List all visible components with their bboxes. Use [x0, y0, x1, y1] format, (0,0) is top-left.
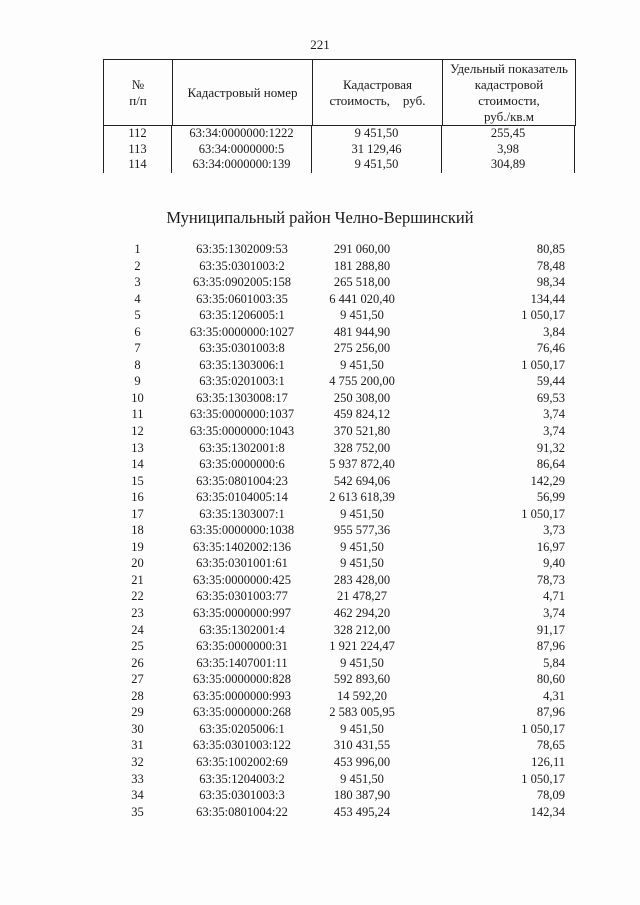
cadastral-value: 21 478,27	[337, 589, 387, 604]
row-number: 12	[131, 424, 144, 439]
cadastral-number: 63:35:0301003:122	[193, 738, 291, 753]
specific-indicator: 56,99	[536, 490, 565, 505]
row-number: 29	[131, 705, 144, 720]
cadastral-value: 9 451,50	[340, 556, 384, 571]
table-row	[103, 622, 575, 639]
cadastral-value: 9 451,50	[340, 539, 384, 554]
cadastral-value: 592 893,60	[333, 672, 391, 687]
row-number: 6	[134, 324, 141, 339]
cadastral-number: 63:35:0301003:77	[196, 589, 288, 604]
cadastral-number: 63:35:0601003:35	[196, 291, 288, 306]
specific-indicator: 78,09	[536, 788, 565, 803]
table-row	[103, 655, 575, 672]
specific-indicator: 87,96	[536, 639, 565, 654]
section-rows	[103, 241, 575, 820]
cadastral-number: 63:35:1303007:1	[199, 506, 285, 521]
specific-indicator: 142,34	[530, 804, 565, 819]
cadastral-value: 2 583 005,95	[329, 705, 395, 720]
cadastral-number: 63:35:0000000:1043	[189, 424, 295, 439]
row-number: 32	[131, 754, 144, 769]
cadastral-number: 63:35:0104005:14	[196, 490, 288, 505]
specific-indicator: 126,11	[531, 754, 565, 769]
table-row	[103, 605, 575, 622]
table-row	[103, 572, 575, 589]
cadastral-value: 9 451,50	[312, 126, 442, 142]
cadastral-value: 6 441 020,40	[329, 291, 395, 306]
cadastral-number: 63:35:1303006:1	[199, 357, 285, 372]
table-row	[103, 473, 575, 490]
cadastral-value: 328 752,00	[333, 440, 391, 455]
cadastral-number: 63:35:0000000:6	[199, 457, 285, 472]
table-row	[103, 688, 575, 705]
row-number: 17	[131, 506, 144, 521]
table-row	[103, 340, 575, 357]
row-number: 30	[131, 721, 144, 736]
header-number-line1: №	[131, 76, 145, 92]
specific-indicator: 86,64	[536, 457, 565, 472]
row-number: 14	[131, 457, 144, 472]
cadastral-number: 63:35:0000000:1038	[189, 523, 295, 538]
header-cadastral-value-line1: Кадастровая	[343, 76, 412, 92]
row-number: 23	[131, 606, 144, 621]
specific-indicator: 1 050,17	[521, 357, 565, 372]
cadastral-value: 9 451,50	[340, 506, 384, 521]
cadastral-number: 63:35:0000000:1037	[189, 407, 295, 422]
row-number: 16	[131, 490, 144, 505]
specific-indicator: 1 050,17	[521, 506, 565, 521]
row-number: 9	[134, 374, 141, 389]
cadastral-value: 1 921 224,47	[329, 639, 395, 654]
cadastral-value: 265 518,00	[333, 275, 391, 290]
table-row	[103, 390, 575, 407]
table-row	[103, 126, 575, 142]
row-number: 4	[134, 291, 141, 306]
cadastral-number: 63:35:0801004:22	[196, 804, 288, 819]
cadastral-number: 63:35:0301001:61	[196, 556, 288, 571]
cadastral-value: 453 996,00	[333, 754, 391, 769]
cadastral-number: 63:35:0205006:1	[199, 721, 285, 736]
row-number: 8	[134, 357, 141, 372]
row-number: 33	[131, 771, 144, 786]
specific-indicator: 1 050,17	[521, 308, 565, 323]
specific-indicator: 255,45	[442, 126, 575, 142]
specific-indicator: 78,73	[536, 572, 565, 587]
cadastral-number: 63:35:0000000:268	[193, 705, 291, 720]
specific-indicator: 3,74	[543, 407, 565, 422]
row-number: 7	[134, 341, 141, 356]
header-cadastral-value	[313, 60, 443, 126]
specific-indicator: 3,98	[442, 142, 575, 158]
cadastral-value: 9 451,50	[340, 308, 384, 323]
cadastral-number: 63:34:0000000:1222	[172, 126, 312, 142]
specific-indicator: 80,85	[536, 242, 565, 256]
cadastral-number: 63:35:0301003:8	[199, 341, 285, 356]
cadastral-value: 291 060,00	[333, 242, 391, 256]
cadastral-number: 63:35:1206005:1	[199, 308, 285, 323]
table-row	[103, 754, 575, 771]
cadastral-number: 63:35:0000000:997	[193, 606, 291, 621]
row-number: 25	[131, 639, 144, 654]
row-number: 3	[134, 275, 141, 290]
row-number: 1	[134, 242, 141, 256]
table-row	[103, 274, 575, 291]
cadastral-number: 63:35:0000000:993	[193, 688, 291, 703]
table-row	[103, 704, 575, 721]
row-number: 19	[131, 539, 144, 554]
row-number: 28	[131, 688, 144, 703]
cadastral-value: 481 944,90	[333, 324, 391, 339]
table-row	[103, 489, 575, 506]
table-row	[103, 357, 575, 374]
cadastral-number: 63:35:0000000:425	[193, 572, 291, 587]
table-row	[103, 804, 575, 821]
row-number: 18	[131, 523, 144, 538]
header-specific-indicator-line2: кадастровой	[474, 76, 544, 92]
row-number: 13	[131, 440, 144, 455]
cadastral-number: 63:35:0000000:828	[193, 672, 291, 687]
row-number: 20	[131, 556, 144, 571]
row-number: 114	[103, 157, 172, 173]
cadastral-value: 2 613 618,39	[329, 490, 395, 505]
cadastral-number: 63:35:0301003:3	[199, 788, 285, 803]
cadastral-number: 63:35:1302001:8	[199, 440, 285, 455]
cadastral-value: 459 824,12	[333, 407, 391, 422]
table-row	[103, 638, 575, 655]
specific-indicator: 4,31	[543, 688, 565, 703]
specific-indicator: 78,65	[536, 738, 565, 753]
cadastral-number: 63:35:1302009:53	[196, 242, 288, 256]
cadastral-number: 63:35:1302001:4	[199, 622, 285, 637]
table-row	[103, 721, 575, 738]
cadastral-number: 63:35:0801004:23	[196, 473, 288, 488]
cadastral-number: 63:35:1204003:2	[199, 771, 285, 786]
table-header	[103, 59, 576, 126]
cadastral-value: 955 577,36	[333, 523, 391, 538]
specific-indicator: 91,32	[536, 440, 565, 455]
table-row	[103, 142, 575, 158]
cadastral-number: 63:35:1407001:11	[196, 655, 288, 670]
specific-indicator: 1 050,17	[521, 771, 565, 786]
cadastral-value: 14 592,20	[337, 688, 387, 703]
row-number: 5	[134, 308, 141, 323]
cadastral-number: 63:35:1303008:17	[196, 390, 288, 405]
cadastral-value: 462 294,20	[333, 606, 391, 621]
table-row	[103, 406, 575, 423]
specific-indicator: 91,17	[536, 622, 565, 637]
table-row	[103, 241, 575, 258]
specific-indicator: 3,74	[543, 606, 565, 621]
cadastral-number: 63:35:0201003:1	[199, 374, 285, 389]
header-specific-indicator-line4: руб./кв.м	[483, 108, 535, 124]
cadastral-value: 180 387,90	[333, 788, 391, 803]
table-row	[103, 258, 575, 275]
cadastral-value: 275 256,00	[333, 341, 391, 356]
cadastral-number: 63:35:1002002:69	[196, 754, 288, 769]
cadastral-value: 328 212,00	[333, 622, 391, 637]
cadastral-value: 453 495,24	[333, 804, 391, 819]
cadastral-value: 9 451,50	[312, 157, 442, 173]
row-number: 2	[134, 258, 141, 273]
cadastral-number: 63:35:0301003:2	[199, 258, 285, 273]
table-row	[103, 539, 575, 556]
table-row	[103, 324, 575, 341]
specific-indicator: 5,84	[543, 655, 565, 670]
header-specific-indicator-line1: Удельный показатель	[450, 60, 568, 76]
cadastral-value: 9 451,50	[340, 357, 384, 372]
specific-indicator: 16,97	[536, 539, 565, 554]
cadastral-value: 9 451,50	[340, 655, 384, 670]
specific-indicator: 3,84	[543, 324, 565, 339]
header-cadastral-value-line2: стоимость, руб.	[329, 92, 426, 108]
row-number: 10	[131, 390, 144, 405]
cadastral-value: 370 521,80	[333, 424, 391, 439]
cadastral-value: 9 451,50	[340, 771, 384, 786]
row-number: 27	[131, 672, 144, 687]
cadastral-value: 283 428,00	[333, 572, 391, 587]
row-number: 35	[131, 804, 144, 819]
section-title: Муниципальный район Челно-Вершинский	[166, 208, 474, 227]
specific-indicator: 78,48	[536, 258, 565, 273]
row-number: 112	[103, 126, 172, 142]
table-row	[103, 373, 575, 390]
cadastral-value: 542 694,06	[333, 473, 391, 488]
cadastral-number: 63:34:0000000:139	[172, 157, 312, 173]
cadastral-number: 63:35:0902005:158	[193, 275, 291, 290]
cadastral-number: 63:35:0000000:31	[196, 639, 288, 654]
table-row	[103, 737, 575, 754]
table-row	[103, 522, 575, 539]
specific-indicator: 3,73	[543, 523, 565, 538]
table-row	[103, 787, 575, 804]
specific-indicator: 80,60	[536, 672, 565, 687]
specific-indicator: 69,53	[536, 390, 565, 405]
cadastral-value: 250 308,00	[333, 390, 391, 405]
cadastral-value: 9 451,50	[340, 721, 384, 736]
header-number-line2: п/п	[129, 92, 147, 108]
continued-rows	[103, 126, 575, 173]
page-number: 221	[310, 37, 330, 52]
cadastral-value: 5 937 872,40	[329, 457, 395, 472]
table-row	[103, 671, 575, 688]
cadastral-number: 63:35:0000000:1027	[189, 324, 295, 339]
row-number: 21	[131, 572, 144, 587]
cadastral-value: 310 431,55	[333, 738, 391, 753]
row-number: 26	[131, 655, 144, 670]
header-specific-indicator-line3: стоимости,	[478, 92, 540, 108]
specific-indicator: 59,44	[536, 374, 565, 389]
row-number: 11	[131, 407, 144, 422]
table-row	[103, 157, 575, 173]
cadastral-number: 63:35:1402002:136	[193, 539, 291, 554]
header-specific-indicator	[443, 60, 576, 126]
row-number: 34	[131, 788, 144, 803]
row-number: 24	[131, 622, 144, 637]
row-number: 22	[131, 589, 144, 604]
table-row	[103, 440, 575, 457]
cadastral-value: 31 129,46	[312, 142, 442, 158]
table-row	[103, 291, 575, 308]
cadastral-number: 63:34:0000000:5	[172, 142, 312, 158]
specific-indicator: 142,29	[530, 473, 565, 488]
specific-indicator: 9,40	[543, 556, 565, 571]
table-row	[103, 588, 575, 605]
specific-indicator: 98,34	[536, 275, 565, 290]
specific-indicator: 1 050,17	[521, 721, 565, 736]
table-row	[103, 506, 575, 523]
table-row	[103, 307, 575, 324]
header-cadastral-number: Кадастровый номер	[173, 60, 313, 126]
specific-indicator: 304,89	[442, 157, 575, 173]
specific-indicator: 134,44	[530, 291, 565, 306]
specific-indicator: 3,74	[543, 424, 565, 439]
table-row	[103, 423, 575, 440]
table-row	[103, 456, 575, 473]
row-number: 113	[103, 142, 172, 158]
specific-indicator: 87,96	[536, 705, 565, 720]
specific-indicator: 4,71	[543, 589, 565, 604]
table-row	[103, 555, 575, 572]
row-number: 31	[131, 738, 144, 753]
header-number	[104, 60, 173, 126]
row-number: 15	[131, 473, 144, 488]
cadastral-value: 4 755 200,00	[329, 374, 395, 389]
cadastral-value: 181 288,80	[333, 258, 391, 273]
specific-indicator: 76,46	[536, 341, 565, 356]
table-row	[103, 771, 575, 788]
